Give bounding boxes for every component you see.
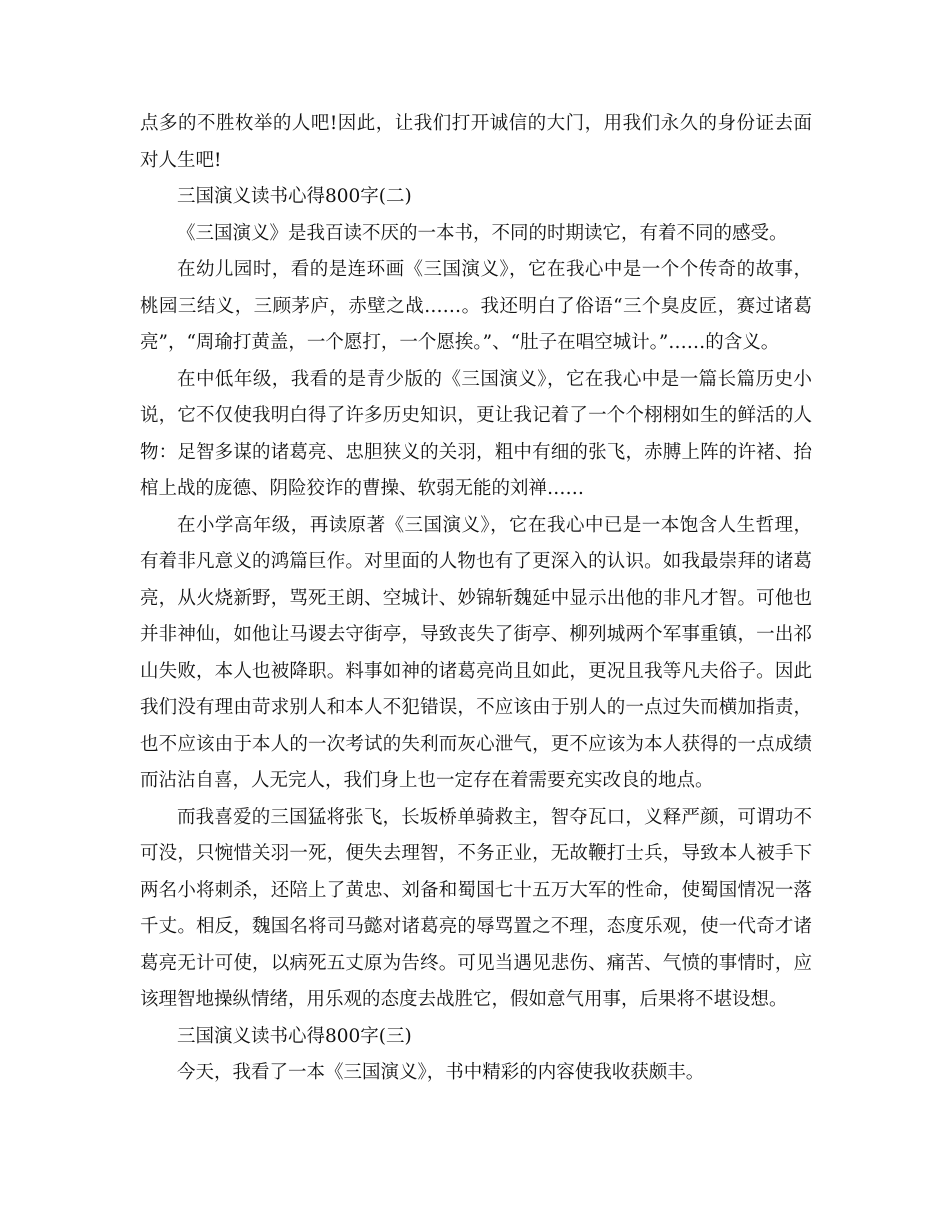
body-paragraph: 《三国演义》是我百读不厌的一本书，不同的时期读它，有着不同的感受。 [177,222,788,244]
body-paragraph: 而我喜爱的三国猛将张飞，长坂桥单骑救主，智夺瓦口，义释严颜，可谓功不可没，只惋惜关羽一死，便失去理智，不务正业，无故鞭打士兵，导致本人被手下两名小将刺杀，还陪上了黄忠、刘备和蜀国七十五万大军的性命，使蜀国情况一落千丈。相反，魏国名将司马懿对诸葛亮的辱骂置之不理，态度乐观，使一代奇才诸葛亮无计可使，以病死五丈原为告终。可见当遇见悲伤、痛苦、气愤的事情时，应该理智地操纵情绪，用乐观的态度去战胜它，假如意气用事，后果将不堪设想。 [140,806,812,1010]
body-paragraph: 在中低年级，我看的是青少版的《三国演义》，它在我心中是一篇长篇历史小说，它不仅使我明白得了许多历史知识，更让我记着了一个个栩栩如生的鲜活的人物：足智多谋的诸葛亮、忠胆狭义的关羽，粗中有细的张飞，赤膊上阵的许褚、抬棺上战的庞德、阴险狡诈的曹操、软弱无能的刘禅…… [140,368,812,499]
body-paragraph: 在小学高年级，再读原著《三国演义》，它在我心中已是一本饱含人生哲理，有着非凡意义的鸿篇巨作。对里面的人物也有了更深入的认识。如我最崇拜的诸葛亮，从火烧新野，骂死王朗、空城计、妙锦斩魏延中显示出他的非凡才智。可他也并非神仙，如他让马谡去守街亭，导致丧失了街亭、柳列城两个军事重镇，一出祁山失败，本人也被降职。料事如神的诸葛亮尚且如此，更况且我等凡夫俗子。因此我们没有理由苛求别人和本人不犯错误，不应该由于别人的一点过失而横加指责，也不应该由于本人的一次考试的失利而灰心泄气，更不应该为本人获得的一点成绩而沾沾自喜，人无完人，我们身上也一定存在着需要充实改良的地点。 [140,514,812,791]
continuation-paragraph: 点多的不胜枚举的人吧!因此，让我们打开诚信的大门，用我们永久的身份证去面对人生吧! [140,113,812,171]
body-paragraph: 在幼儿园时，看的是连环画《三国演义》，它在我心中是一个个传奇的故事，桃园三结义，三顾茅庐，赤壁之战……。我还明白了俗语“三个臭皮匠，赛过诸葛亮”，“周瑜打黄盖，一个愿打，一个愿挨。”、“肚子在唱空城计。”……的含义。 [140,259,812,353]
document-body [140,106,812,1092]
body-paragraph: 今天，我看了一本《三国演义》，书中精彩的内容使我收获颇丰。 [177,1062,705,1083]
section-heading-2: 三国演义读书心得800字(二) [177,186,412,207]
section-heading-3: 三国演义读书心得800字(三) [177,1025,412,1047]
